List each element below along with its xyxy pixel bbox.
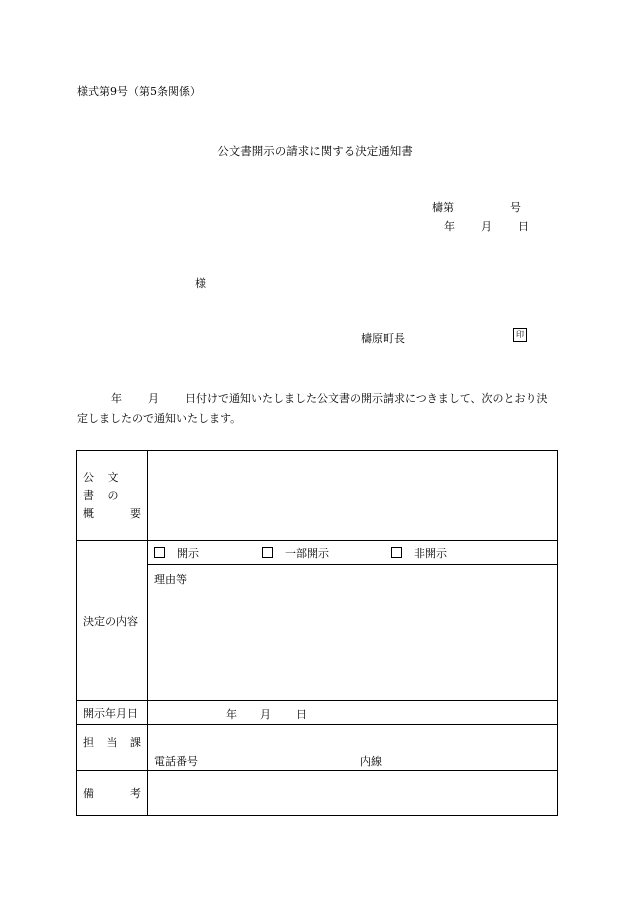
reason-field[interactable] [148, 565, 558, 701]
issue-date-year: 年 [444, 220, 455, 233]
option-partial-disclose[interactable]: 一部開示 [262, 545, 329, 561]
disclosure-date-label: 開示年月日 [77, 701, 148, 725]
reason-label: 理由等 [154, 573, 187, 586]
disclosure-date-row [77, 701, 558, 725]
summary-field[interactable] [148, 451, 558, 541]
document-title: 公文書開示の請求に関する決定通知書 [217, 144, 413, 158]
body-month: 月 [148, 392, 159, 405]
option-disclose[interactable]: 開示 [154, 545, 199, 561]
issue-date [444, 218, 529, 234]
decision-options-row [77, 541, 558, 565]
checkbox-partial-disclose[interactable] [262, 547, 273, 558]
summary-row [77, 451, 558, 541]
issue-date-month: 月 [481, 220, 492, 233]
checkbox-disclose[interactable] [154, 547, 165, 558]
form-number-label: 様式第9号（第5条関係） [77, 85, 201, 98]
disclosure-day: 日 [296, 708, 307, 721]
decision-label: 決定の内容 [77, 541, 148, 701]
option-non-disclose[interactable]: 非開示 [391, 545, 447, 561]
department-row [77, 725, 558, 771]
checkbox-non-disclose[interactable] [391, 547, 402, 558]
addressee-honorific: 様 [195, 277, 206, 290]
remarks-row [77, 771, 558, 816]
phone-label: 電話番号 [154, 755, 198, 768]
body-year: 年 [111, 392, 122, 405]
sender-name: 檮原町長 [361, 332, 405, 345]
remarks-label: 備 考 [77, 771, 148, 816]
issue-date-day: 日 [518, 220, 529, 233]
disclosure-month: 月 [260, 708, 271, 721]
reason-row [77, 565, 558, 701]
disclosure-year: 年 [226, 708, 237, 721]
decision-options [148, 541, 558, 565]
seal-stamp-icon: 印 [513, 328, 527, 342]
body-sentence: 日付けで通知いたしました公文書の開示請求につきまして、次のとおり決定しましたので通知いたします。 [77, 392, 548, 425]
remarks-field[interactable] [148, 771, 558, 816]
reference-suffix: 号 [510, 201, 521, 214]
summary-label: 公 文 書 の 概 要 [77, 451, 148, 541]
reference-number [432, 199, 521, 215]
disclosure-date-field[interactable] [148, 701, 558, 725]
reference-prefix: 檮第 [432, 201, 454, 214]
department-field[interactable] [148, 725, 558, 771]
notice-body-text [77, 389, 557, 429]
department-label: 担 当 課 [77, 725, 148, 771]
decision-table [76, 450, 558, 816]
extension-label: 内線 [360, 755, 382, 768]
